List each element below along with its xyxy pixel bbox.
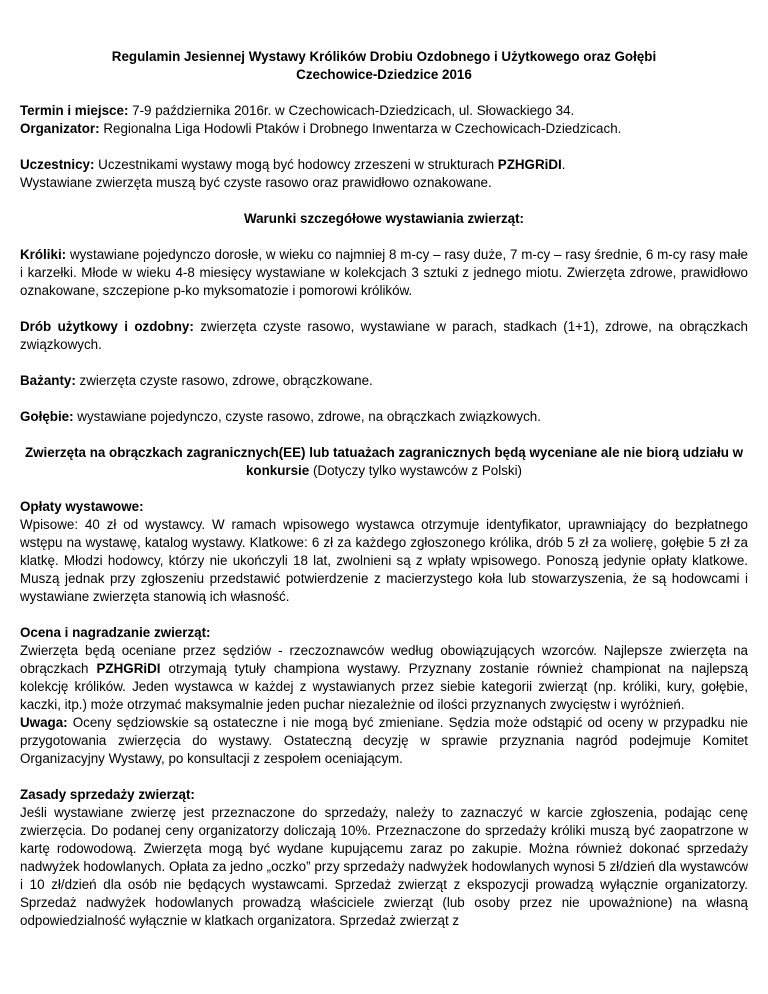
organizator-paragraph: [20, 120, 748, 138]
bazanty-paragraph: [20, 372, 748, 390]
termin-label: Termin i miejsce:: [20, 103, 129, 118]
uwaga-label: Uwaga:: [20, 715, 68, 730]
title-line-1: Regulamin Jesiennej Wystawy Królików Drobiu Ozdobnego i Użytkowego oraz Gołębi: [111, 49, 657, 64]
ocena-paragraph: [20, 642, 748, 714]
golebie-text: wystawiane pojedynczo, czyste rasowo, zdrowe, na obrączkach związkowych.: [73, 409, 541, 424]
title-line-2: Czechowice-Dziedzice 2016: [296, 67, 472, 82]
golebie-paragraph: [20, 408, 748, 426]
oplaty-heading: [20, 498, 748, 516]
golebie-label: Gołębie:: [20, 409, 74, 424]
uwaga-paragraph: [20, 714, 748, 768]
zagraniczne-bold: Zwierzęta na obrączkach zagranicznych(EE) lub tatuażach zagranicznych będą wyceniane ale nie biorą udziału w konkursie: [24, 445, 744, 478]
uczestnicy-line-2: Wystawiane zwierzęta muszą być czyste rasowo oraz prawidłowo oznakowane.: [20, 175, 492, 190]
ocena-text-b: otrzymają tytuły championa wystawy. Przyznany zostanie również championat na najlepszą kolekcję królików. Jeden wystawca w każdej z wystawianych przez siebie kategorii zwierząt (np. króliki, kury, gołębie, kaczki, itp.) może otrzymać maksymalnie jeden puchar niezależnie od ilości przyznanych zwycięstw i wyróżnień.: [20, 661, 748, 712]
termin-text: 7-9 października 2016r. w Czechowicach-Dziedzicach, ul. Słowackiego 34.: [128, 103, 575, 118]
uczestnicy-org: PZHGRiDI: [497, 157, 562, 172]
sprzedaz-heading-text: Zasady sprzedaży zwierząt:: [20, 787, 195, 802]
organizator-text: Regionalna Liga Hodowli Ptaków i Drobnego Inwentarza w Czechowicach-Dziedzicach.: [99, 121, 622, 136]
drob-paragraph: [20, 318, 748, 354]
warunki-heading: [20, 210, 748, 228]
uwaga-text: Oceny sędziowskie są ostateczne i nie mogą być zmieniane. Sędzia może odstąpić od oceny w przypadku nie przygotowania zwierzęcia do wystawy. Ostateczną decyzję w sprawie przyznania nagród podejmuje Komitet Organizacyjny Wystawy, po konsultacji z zespołem oceniającym.: [20, 715, 748, 766]
sprzedaz-text: Jeśli wystawiane zwierzę jest przeznaczone do sprzedaży, należy to zaznaczyć w karcie zgłoszenia, podając cenę zwierzęcia. Do podanej ceny organizatorzy doliczają 10%. Przeznaczone do sprzedaży króliki muszą być zaopatrzone w kartę rodowodową. Zwierzęta mogą być wydane kupującemu zaraz po zakupie. Można również dokonać sprzedaży nadwyżek hodowlanych. Opłata za jedno „oczko” przy sprzedaży nadwyżek hodowlanych wynosi 5 zł/dzień dla wystawców i 10 zł/dzień dla osób nie będących wystawcami. Sprzedaż zwierząt z ekspozycji prowadzą wyłącznie organizatorzy. Sprzedaż nadwyżek hodowlanych prowadzą właściciele zwierząt (lub osoby przez nie upoważnione) na własną odpowiedzialność wyłącznie w klatkach organizatora. Sprzedaż zwierząt z: [20, 805, 748, 928]
oplaty-text: Wpisowe: 40 zł od wystawcy. W ramach wpisowego wystawca otrzymuje identyfikator, uprawniający do bezpłatnego wstępu na wystawę, katalog wystawy. Klatkowe: 6 zł za każdego zgłoszonego królika, drób 5 zł za wolierę, gołębie 5 zł za klatkę. Młodzi hodowcy, którzy nie ukończyli 18 lat, zwolnieni są z wpłaty wpisowego. Ponoszą jedynie opłaty klatkowe. Muszą jednak przy zgłoszeniu przedstawić potwierdzenie z macierzystego koła lub stowarzyszenia, że są hodowcami i wystawiane zwierzęta stanowią ich własność.: [20, 517, 748, 604]
termin-paragraph: [20, 102, 748, 120]
organizator-label: Organizator:: [20, 121, 100, 136]
kroliki-label: Króliki:: [20, 247, 67, 262]
ocena-text-a: Zwierzęta będą oceniane przez sędziów - rzeczoznawców według obowiązujących wzorców. Najlepsze zwierzęta na obrączkach: [20, 643, 748, 676]
bazanty-label: Bażanty:: [20, 373, 76, 388]
zagraniczne-normal: (Dotyczy tylko wystawców z Polski): [309, 463, 523, 478]
ocena-org: PZHGRiDI: [96, 661, 161, 676]
uczestnicy-text-b: .: [561, 157, 566, 172]
kroliki-paragraph: [20, 246, 748, 300]
bazanty-text: zwierzęta czyste rasowo, zdrowe, obrączkowane.: [75, 373, 373, 388]
drob-text: zwierzęta czyste rasowo, wystawiane w parach, stadkach (1+1), zdrowe, na obrączkach związkowych.: [20, 319, 748, 352]
ocena-heading: [20, 624, 748, 642]
sprzedaz-heading: [20, 786, 748, 804]
document-title: [20, 48, 748, 84]
ocena-heading-text: Ocena i nagradzanie zwierząt:: [20, 625, 211, 640]
uczestnicy-text-a: Uczestnikami wystawy mogą być hodowcy zrzeszeni w strukturach: [94, 157, 498, 172]
uczestnicy-paragraph: [20, 156, 748, 174]
warunki-heading-text: Warunki szczegółowe wystawiania zwierząt:: [243, 211, 525, 226]
kroliki-text: wystawiane pojedynczo dorosłe, w wieku co najmniej 8 m-cy – rasy duże, 7 m-cy – rasy średnie, 6 m-cy rasy małe i karzełki. Młode w wieku 4-8 miesięcy wystawiane w kolekcjach 3 sztuki z jednego miotu. Zwierzęta zdrowe, prawidłowo oznakowane, szczepione p-ko myksomatozie i pomorowi królików.: [20, 247, 748, 298]
oplaty-heading-text: Opłaty wystawowe:: [20, 499, 144, 514]
zagraniczne-paragraph: [20, 444, 748, 480]
drob-label: Drób użytkowy i ozdobny:: [20, 319, 194, 334]
uczestnicy-label: Uczestnicy:: [20, 157, 95, 172]
